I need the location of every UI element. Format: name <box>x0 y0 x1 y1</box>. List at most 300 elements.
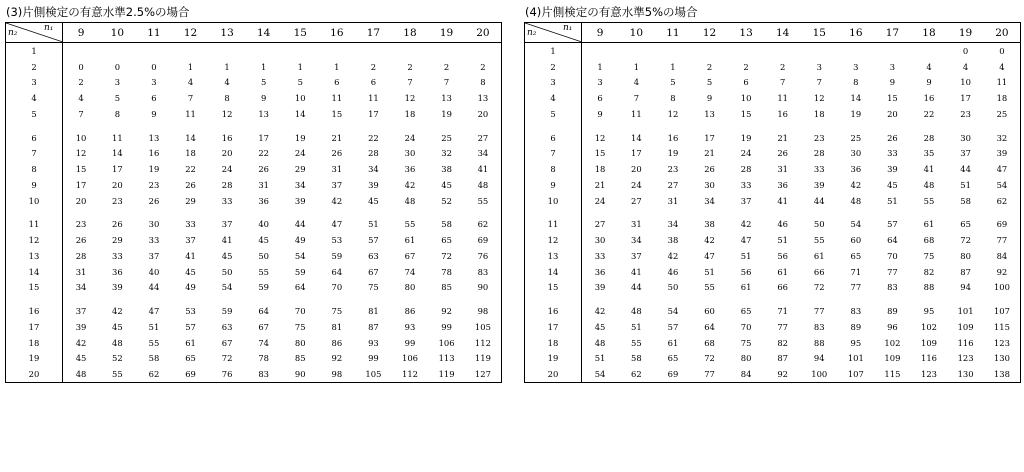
critical-value-cell: 1 <box>261 61 267 72</box>
column-header-n1: 20 <box>984 23 1021 43</box>
critical-value-cell: 63 <box>368 250 379 261</box>
critical-value-cell: 33 <box>594 250 606 261</box>
critical-value-cell: 53 <box>185 305 196 316</box>
critical-value-cell: 55 <box>148 337 160 348</box>
critical-value-cell: 41 <box>631 266 642 277</box>
critical-value-cell: 51 <box>704 266 715 277</box>
corner-cell <box>6 23 63 43</box>
critical-value-cell: 14 <box>631 132 642 143</box>
critical-value-cell: 25 <box>996 109 1008 120</box>
critical-value-cell: 20 <box>112 179 123 190</box>
critical-value-cell: 84 <box>740 369 752 380</box>
critical-value-cell: 29 <box>294 164 306 175</box>
critical-value-cell: 29 <box>112 235 123 246</box>
critical-value-table <box>5 22 502 383</box>
critical-value-cell: 45 <box>887 179 898 190</box>
critical-value-cell: 33 <box>148 235 160 246</box>
row-header-n2: 6 <box>525 130 582 146</box>
table-row <box>525 43 1021 59</box>
critical-value-cell: 0 <box>151 61 157 72</box>
critical-value-cell: 83 <box>258 369 270 380</box>
critical-value-cell: 3 <box>816 61 822 72</box>
critical-value-cell: 39 <box>368 179 379 190</box>
critical-value-cell: 24 <box>594 195 606 206</box>
critical-value-cell: 92 <box>996 266 1008 277</box>
critical-value-cell: 44 <box>631 282 642 293</box>
critical-value-cell <box>911 43 948 59</box>
critical-value-cell: 9 <box>261 93 267 104</box>
row-header-n2: 1 <box>6 43 63 59</box>
critical-value-cell: 65 <box>960 219 971 230</box>
critical-value-cell: 12 <box>813 93 825 104</box>
critical-value-cell: 26 <box>704 164 715 175</box>
row-header-n2: 20 <box>525 366 582 382</box>
column-header-n1: 12 <box>172 23 209 43</box>
critical-value-cell: 55 <box>404 219 416 230</box>
critical-value-cell: 17 <box>75 179 87 190</box>
row-header-n2: 18 <box>6 335 63 351</box>
critical-value-cell: 45 <box>258 235 270 246</box>
critical-value-cell: 82 <box>777 337 789 348</box>
critical-value-cell: 109 <box>920 337 937 348</box>
critical-value-cell: 26 <box>112 219 123 230</box>
critical-value-cell: 2 <box>407 61 413 72</box>
critical-value-cell: 36 <box>777 179 789 190</box>
critical-value-cell: 58 <box>148 353 160 364</box>
critical-value-cell: 77 <box>887 266 898 277</box>
row-header-n2: 1 <box>525 43 582 59</box>
critical-value-cell: 18 <box>404 109 416 120</box>
table-row <box>525 319 1021 335</box>
critical-value-cell: 15 <box>887 93 898 104</box>
critical-value-cell: 30 <box>704 179 715 190</box>
critical-value-cell: 2 <box>706 61 713 72</box>
critical-value-cell: 38 <box>441 164 452 175</box>
critical-value-cell: 115 <box>993 321 1010 332</box>
critical-value-cell: 51 <box>960 179 971 190</box>
critical-value-cell: 54 <box>850 219 862 230</box>
critical-value-cell: 54 <box>594 369 606 380</box>
critical-value-cell: 26 <box>887 132 898 143</box>
critical-value-cell: 44 <box>148 282 160 293</box>
table-row <box>525 145 1021 161</box>
critical-value-cell: 16 <box>667 132 679 143</box>
critical-value-cell: 90 <box>477 282 489 293</box>
critical-value-cell: 19 <box>441 109 452 120</box>
critical-value-cell: 67 <box>258 321 270 332</box>
critical-value-cell: 85 <box>441 282 452 293</box>
critical-value-cell: 9 <box>597 109 603 120</box>
critical-value-cell: 99 <box>441 321 452 332</box>
critical-value-cell: 27 <box>667 179 679 190</box>
critical-value-table <box>524 22 1021 383</box>
critical-value-cell: 21 <box>331 132 343 143</box>
critical-value-cell: 64 <box>704 321 715 332</box>
critical-value-cell <box>764 43 801 59</box>
critical-value-cell: 9 <box>926 77 932 88</box>
critical-value-cell: 83 <box>887 282 898 293</box>
critical-value-cell: 77 <box>813 305 825 316</box>
row-header-n2: 10 <box>525 193 582 209</box>
row-header-n2: 13 <box>6 248 63 264</box>
critical-value-cell: 36 <box>594 266 606 277</box>
critical-value-cell: 8 <box>853 77 859 88</box>
critical-value-cell: 42 <box>704 235 715 246</box>
critical-value-cell: 51 <box>631 321 642 332</box>
critical-value-cell: 42 <box>331 195 343 206</box>
critical-value-cell: 2 <box>743 61 749 72</box>
critical-value-cell: 69 <box>477 235 489 246</box>
critical-value-cell <box>655 43 692 59</box>
critical-value-cell: 18 <box>594 164 606 175</box>
table-row <box>525 280 1021 296</box>
critical-value-cell: 55 <box>813 235 825 246</box>
critical-value-cell: 59 <box>258 282 270 293</box>
table-row <box>525 303 1021 319</box>
n1-axis-label: n₁ <box>563 23 573 33</box>
critical-value-cell: 27 <box>594 219 606 230</box>
row-header-n2: 12 <box>525 232 582 248</box>
critical-value-cell: 7 <box>443 77 450 88</box>
critical-value-cell: 33 <box>112 250 123 261</box>
critical-value-cell: 70 <box>887 250 898 261</box>
critical-value-cell: 106 <box>438 337 455 348</box>
critical-value-cell: 50 <box>258 250 270 261</box>
critical-value-cell: 23 <box>667 164 679 175</box>
row-header-n2: 11 <box>6 216 63 232</box>
table-row <box>525 75 1021 91</box>
critical-value-cell: 61 <box>404 235 416 246</box>
critical-value-cell: 47 <box>740 235 752 246</box>
critical-value-cell: 41 <box>923 164 935 175</box>
critical-value-cell: 9 <box>889 77 896 88</box>
table-row <box>6 193 502 209</box>
critical-value-cell: 4 <box>999 61 1005 72</box>
row-header-n2: 12 <box>6 232 63 248</box>
critical-value-cell: 68 <box>704 337 715 348</box>
group-spacer <box>6 122 502 130</box>
critical-value-cell: 27 <box>477 132 489 143</box>
critical-value-cell: 61 <box>923 219 935 230</box>
critical-value-cell: 64 <box>294 282 306 293</box>
critical-value-cell: 11 <box>331 93 343 104</box>
critical-value-cell: 61 <box>185 337 196 348</box>
critical-value-cell: 17 <box>112 164 123 175</box>
row-header-n2: 15 <box>525 280 582 296</box>
critical-value-cell: 29 <box>185 195 196 206</box>
critical-value-cell: 77 <box>996 235 1008 246</box>
row-header-n2: 7 <box>525 145 582 161</box>
critical-value-cell: 12 <box>667 109 679 120</box>
critical-value-cell: 7 <box>187 93 194 104</box>
critical-value-cell: 8 <box>224 93 230 104</box>
critical-value-cell: 18 <box>185 148 196 159</box>
row-header-n2: 19 <box>525 350 582 366</box>
critical-value-cell: 34 <box>294 179 306 190</box>
row-header-n2: 14 <box>6 264 63 280</box>
critical-value-cell: 31 <box>631 219 642 230</box>
critical-value-cell: 67 <box>221 337 233 348</box>
critical-value-cell: 11 <box>368 93 379 104</box>
row-header-n2: 13 <box>525 248 582 264</box>
critical-value-cell: 75 <box>368 282 379 293</box>
critical-value-cell <box>874 43 911 59</box>
critical-value-cell: 55 <box>923 195 935 206</box>
critical-value-cell: 20 <box>887 109 898 120</box>
critical-value-cell: 57 <box>667 321 679 332</box>
critical-value-cell <box>319 43 356 59</box>
critical-value-cell: 47 <box>148 305 160 316</box>
critical-value-cell: 37 <box>960 148 971 159</box>
header-row <box>6 23 502 43</box>
critical-value-cell: 19 <box>294 132 306 143</box>
critical-value-cell: 72 <box>813 282 825 293</box>
row-header-n2: 15 <box>6 280 63 296</box>
n2-axis-label: n₂ <box>527 28 537 38</box>
critical-value-cell: 85 <box>294 353 306 364</box>
table-row <box>525 216 1021 232</box>
critical-value-cell: 11 <box>996 77 1008 88</box>
table-row <box>525 130 1021 146</box>
critical-value-cell: 64 <box>331 266 343 277</box>
critical-value-cell: 88 <box>923 282 935 293</box>
critical-value-cell: 71 <box>850 266 862 277</box>
critical-value-cell: 34 <box>368 164 379 175</box>
critical-value-cell: 7 <box>816 77 822 88</box>
critical-value-cell: 26 <box>331 148 343 159</box>
critical-value-cell: 17 <box>631 148 642 159</box>
critical-value-cell: 44 <box>960 164 971 175</box>
critical-value-cell: 62 <box>996 195 1008 206</box>
critical-value-cell: 10 <box>294 93 306 104</box>
row-header-n2: 6 <box>6 130 63 146</box>
critical-value-cell: 56 <box>777 250 789 261</box>
critical-value-cell: 37 <box>185 235 196 246</box>
critical-value-cell: 39 <box>294 195 306 206</box>
critical-value-cell <box>282 43 319 59</box>
critical-value-cell: 2 <box>443 61 450 72</box>
critical-value-cell: 30 <box>404 148 416 159</box>
critical-value-cell: 41 <box>185 250 196 261</box>
critical-value-cell: 14 <box>112 148 123 159</box>
critical-value-cell: 30 <box>594 235 606 246</box>
critical-value-cell: 3 <box>597 77 603 88</box>
critical-value-cell: 6 <box>334 77 340 88</box>
column-header-n1: 11 <box>136 23 173 43</box>
group-spacer <box>525 295 1021 303</box>
critical-value-cell: 96 <box>887 321 898 332</box>
table-row <box>525 232 1021 248</box>
table-row <box>6 248 502 264</box>
column-header-n1: 16 <box>838 23 875 43</box>
critical-value-cell: 51 <box>368 219 379 230</box>
table-row <box>6 106 502 122</box>
table-row <box>6 319 502 335</box>
critical-value-cell: 123 <box>957 353 974 364</box>
critical-value-cell: 51 <box>777 235 789 246</box>
critical-value-cell: 78 <box>441 266 452 277</box>
critical-value-cell: 22 <box>923 109 935 120</box>
critical-value-cell: 62 <box>148 369 160 380</box>
critical-value-cell: 4 <box>926 61 932 72</box>
critical-value-cell: 112 <box>401 369 418 380</box>
critical-value-cell: 41 <box>477 164 489 175</box>
critical-value-cell <box>691 43 728 59</box>
critical-value-cell: 89 <box>887 305 898 316</box>
critical-value-cell: 72 <box>441 250 452 261</box>
critical-value-cell: 45 <box>368 195 379 206</box>
critical-value-cell: 81 <box>331 321 343 332</box>
critical-value-cell: 80 <box>960 250 971 261</box>
critical-value-cell: 95 <box>923 305 935 316</box>
critical-value-cell: 59 <box>221 305 233 316</box>
critical-value-cell: 83 <box>813 321 825 332</box>
critical-value-cell: 41 <box>221 235 233 246</box>
critical-value-cell: 17 <box>960 93 971 104</box>
critical-value-cell: 112 <box>474 337 491 348</box>
row-header-n2: 16 <box>525 303 582 319</box>
critical-value-cell: 76 <box>221 369 233 380</box>
critical-value-cell: 5 <box>261 77 267 88</box>
critical-value-cell: 34 <box>477 148 489 159</box>
critical-value-cell: 107 <box>847 369 864 380</box>
critical-value-cell: 48 <box>112 337 123 348</box>
critical-value-cell: 26 <box>148 195 160 206</box>
critical-value-cell <box>838 43 875 59</box>
critical-value-cell: 88 <box>813 337 825 348</box>
row-header-n2: 4 <box>6 90 63 106</box>
critical-value-cell: 99 <box>368 353 379 364</box>
critical-value-cell: 12 <box>594 132 606 143</box>
critical-value-cell: 65 <box>441 235 452 246</box>
critical-value-cell: 67 <box>368 266 379 277</box>
critical-value-cell: 70 <box>331 282 343 293</box>
critical-value-cell: 48 <box>850 195 862 206</box>
group-spacer <box>525 122 1021 130</box>
critical-value-cell: 55 <box>258 266 270 277</box>
critical-value-cell: 28 <box>75 250 87 261</box>
critical-value-cell: 59 <box>294 266 306 277</box>
critical-value-cell: 1 <box>297 61 303 72</box>
table-row <box>6 216 502 232</box>
critical-value-cell: 38 <box>667 235 679 246</box>
row-header-n2: 7 <box>6 145 63 161</box>
critical-value-cell: 95 <box>850 337 862 348</box>
critical-value-cell: 77 <box>777 321 789 332</box>
critical-value-cell: 39 <box>887 164 898 175</box>
critical-value-cell: 8 <box>480 77 486 88</box>
critical-value-cell: 37 <box>148 250 160 261</box>
table-row <box>6 366 502 382</box>
critical-value-cell: 47 <box>331 219 343 230</box>
column-header-n1: 16 <box>319 23 356 43</box>
critical-value-cell: 37 <box>221 219 233 230</box>
critical-value-cell: 65 <box>850 250 862 261</box>
critical-value-cell: 16 <box>148 148 160 159</box>
critical-value-cell: 13 <box>704 109 715 120</box>
critical-value-cell: 26 <box>777 148 789 159</box>
critical-value-cell: 30 <box>148 219 160 230</box>
critical-value-cell: 31 <box>258 179 270 190</box>
critical-value-cell: 6 <box>597 93 603 104</box>
critical-value-cell: 90 <box>294 369 306 380</box>
column-header-n1: 9 <box>63 23 100 43</box>
table-row <box>6 59 502 75</box>
critical-value-cell: 6 <box>151 93 157 104</box>
critical-value-cell: 45 <box>441 179 452 190</box>
critical-value-cell: 77 <box>704 369 715 380</box>
row-header-n2: 17 <box>6 319 63 335</box>
critical-value-cell: 7 <box>633 93 640 104</box>
critical-value-cell: 61 <box>777 266 789 277</box>
critical-value-cell: 1 <box>187 61 194 72</box>
critical-value-cell: 72 <box>960 235 971 246</box>
critical-value-cell: 57 <box>185 321 196 332</box>
critical-value-cell: 41 <box>777 195 789 206</box>
critical-value-cell <box>428 43 465 59</box>
critical-value-cell: 130 <box>993 353 1010 364</box>
table-row <box>525 106 1021 122</box>
critical-value-cell: 65 <box>185 353 196 364</box>
critical-value-cell <box>801 43 838 59</box>
critical-value-cell: 123 <box>920 369 937 380</box>
critical-value-cell <box>392 43 429 59</box>
critical-value-cell: 109 <box>884 353 901 364</box>
critical-value-cell: 106 <box>401 353 418 364</box>
critical-value-cell: 47 <box>704 250 715 261</box>
column-header-n1: 18 <box>911 23 948 43</box>
critical-value-cell: 94 <box>960 282 971 293</box>
critical-value-cell: 11 <box>185 109 196 120</box>
critical-value-cell: 49 <box>294 235 306 246</box>
critical-value-cell <box>63 43 100 59</box>
critical-value-cell: 25 <box>441 132 452 143</box>
table-row <box>525 193 1021 209</box>
table-row <box>525 177 1021 193</box>
critical-value-cell: 15 <box>740 109 752 120</box>
critical-value-cell: 19 <box>667 148 679 159</box>
row-header-n2: 5 <box>525 106 582 122</box>
critical-value-cell: 45 <box>112 321 123 332</box>
critical-value-cell: 55 <box>631 337 642 348</box>
critical-value-cell: 82 <box>923 266 935 277</box>
table-title: (3)片側検定の有意水準2.5%の場合 <box>6 5 190 19</box>
critical-value-cell: 107 <box>993 305 1010 316</box>
critical-value-cell: 23 <box>75 219 87 230</box>
critical-value-cell: 51 <box>148 321 160 332</box>
column-header-n1: 19 <box>947 23 984 43</box>
critical-value-cell: 65 <box>740 305 752 316</box>
critical-value-cell: 39 <box>594 282 606 293</box>
critical-value-cell: 99 <box>404 337 416 348</box>
table-row <box>525 366 1021 382</box>
column-header-n1: 14 <box>764 23 801 43</box>
critical-value-cell: 98 <box>331 369 343 380</box>
critical-value-cell: 22 <box>258 148 270 159</box>
critical-value-cell: 50 <box>813 219 825 230</box>
row-header-n2: 5 <box>6 106 63 122</box>
critical-value-cell: 3 <box>114 77 121 88</box>
critical-value-cell: 4 <box>962 61 969 72</box>
critical-value-cell: 2 <box>78 77 84 88</box>
critical-value-cell: 89 <box>850 321 862 332</box>
critical-value-cell: 80 <box>294 337 306 348</box>
critical-value-cell: 34 <box>667 219 679 230</box>
critical-value-cell: 119 <box>438 369 455 380</box>
critical-value-cell: 51 <box>887 195 898 206</box>
critical-value-cell: 72 <box>221 353 233 364</box>
critical-value-cell: 28 <box>740 164 752 175</box>
